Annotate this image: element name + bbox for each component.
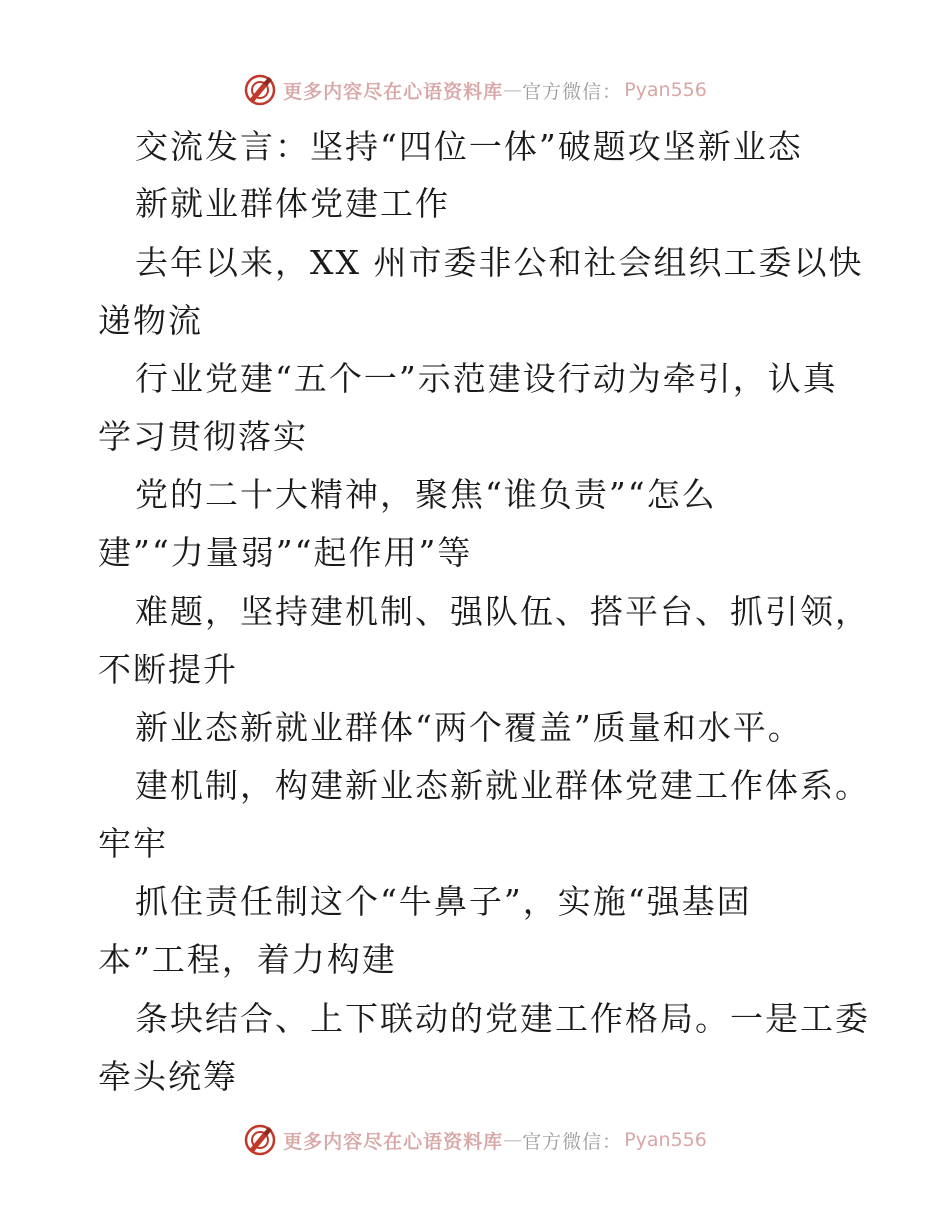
footer-watermark [0,1120,950,1160]
doc-line-13: 牢牢 [98,824,168,863]
brand-logo-icon [243,1123,277,1157]
doc-line-3: 去年以来，XX 州市委非公和社会组织工委以快 [135,243,864,282]
doc-line-12: 建机制，构建新业态新就业群体党建工作体系。 [135,766,870,805]
doc-line-16: 条块结合、上下联动的党建工作格局。一是工委 [135,999,870,1038]
doc-line-5: 行业党建“五个一”示范建设行动为牵引，认真 [135,359,838,398]
doc-line-17: 牵头统筹 [98,1057,238,1096]
doc-line-9: 难题，坚持建机制、强队伍、搭平台、抓引领， [135,592,870,631]
watermark-account-id: Pyan556 [624,1129,707,1151]
doc-line-2: 新就业群体党建工作 [135,184,450,223]
watermark-brand-text: 更多内容尽在心语资料库 [283,1130,504,1153]
doc-line-6: 学习贯彻落实 [98,417,308,456]
watermark-separator: — [503,1129,523,1151]
doc-line-15: 本”工程，着力构建 [98,940,397,979]
doc-line-8: 建”“力量弱”“起作用”等 [98,533,473,572]
doc-line-7: 党的二十大精神，聚焦“谁负责”“怎么 [135,475,717,514]
doc-line-10: 不断提升 [98,650,238,689]
doc-line-11: 新业态新就业群体“两个覆盖”质量和水平。 [135,708,803,747]
doc-line-4: 递物流 [98,301,203,340]
watermark-brand-text: 更多内容尽在心语资料库 [283,80,504,103]
watermark-official-label: 官方微信： [522,1130,623,1153]
watermark-separator: — [503,79,523,101]
doc-line-14: 抓住责任制这个“牛鼻子”，实施“强基固 [135,882,752,921]
watermark-account-id: Pyan556 [624,79,707,101]
watermark-official-label: 官方微信： [522,80,623,103]
doc-line-1: 交流发言：坚持“四位一体”破题攻坚新业态 [135,127,803,166]
